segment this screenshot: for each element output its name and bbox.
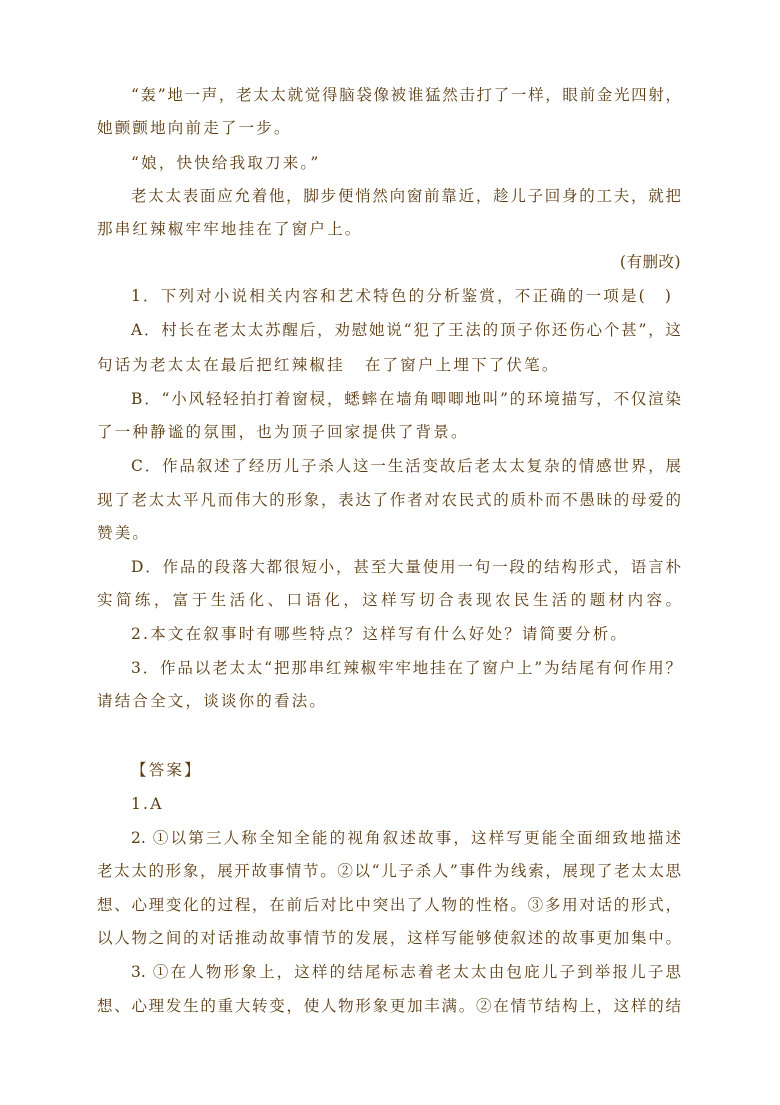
answer-heading: 【答案】 [131, 761, 202, 779]
answer-2-line-3: 想、心理变化的过程，在前后对比中突出了人物的性格。③多用对话的形式， [97, 896, 681, 914]
option-a-line-2 [97, 355, 681, 375]
option-c-line-2: 现了老太太平凡而伟大的形象，表达了作者对农民式的质朴而不愚昧的母爱的 [97, 491, 681, 509]
option-c-line-1: C．作品叙述了经历儿子杀人这一生活变故后老太太复杂的情感世界，展 [131, 457, 681, 475]
answer-2-line-2: 老太太的形象，展开故事情节。②以“儿子杀人”事件为线索，展现了老太太思 [97, 862, 681, 880]
question-1-stem-text: 1．下列对小说相关内容和艺术特色的分析鉴赏，不正确的一项是( [131, 287, 647, 305]
option-d-line-1: D．作品的段落大都很短小，甚至大量使用一句一段的结构形式，语言朴 [131, 558, 681, 576]
question-1-stem-close: ) [664, 287, 674, 305]
option-a-line-1: A．村长在老太太苏醒后，劝慰她说“犯了王法的顶子你还伤心个甚”，这 [131, 321, 681, 339]
story-paragraph-2: “娘，快快给我取刀来。” [131, 154, 321, 172]
answer-3-line-1: 3. ①在人物形象上，这样的结尾标志着老太太由包庇儿子到举报儿子思 [131, 963, 681, 981]
answer-2-line-4: 以人物之间的对话推动故事情节的发展，这样写能够使叙述的故事更加集中。 [97, 929, 681, 947]
question-1-stem [131, 286, 681, 306]
option-d-line-2: 实简练，富于生活化、口语化，这样写切合表现农民生活的题材内容。 [97, 591, 681, 609]
answer-3-line-2: 想、心理发生的重大转变，使人物形象更加丰满。②在情节结构上，这样的结 [97, 997, 681, 1015]
source-note: (有删改) [619, 253, 681, 271]
option-a-text-after-gap: 在了窗户上埋下了伏笔。 [364, 356, 560, 374]
option-b-line-1: B．“小风轻轻拍打着窗棂，蟋蟀在墙角唧唧地叫”的环境描写，不仅渲染 [131, 390, 681, 408]
story-paragraph-3-line-2: 那串红辣椒牢牢地挂在了窗户上。 [97, 220, 363, 238]
option-b-line-2: 了一种静谧的氛围，也为顶子回家提供了背景。 [97, 423, 469, 441]
option-c-line-3: 赞美。 [97, 524, 151, 542]
answer-1: 1.A [131, 795, 164, 813]
question-3-line-2: 请结合全文，谈谈你的看法。 [97, 692, 328, 710]
question-2: 2.本文在叙事时有哪些特点？这样写有什么好处？请简要分析。 [131, 625, 629, 643]
story-paragraph-3-line-1: 老太太表面应允着他，脚步便悄然向窗前靠近，趁儿子回身的工夫，就把 [131, 187, 681, 205]
answer-2-line-1: 2. ①以第三人称全知全能的视角叙述故事，这样写更能全面细致地描述 [131, 829, 681, 847]
story-paragraph-1-line-1: “轰”地一声，老太太就觉得脑袋像被谁猛然击打了一样，眼前金光四射， [131, 86, 681, 104]
question-3-line-1: 3．作品以老太太“把那串红辣椒牢牢地挂在了窗户上”为结尾有何作用？ [131, 659, 681, 677]
story-paragraph-1-line-2: 她颤颤地向前走了一步。 [97, 119, 292, 137]
option-a-text-before-gap: 句话为老太太在最后把红辣椒挂 [97, 356, 345, 374]
